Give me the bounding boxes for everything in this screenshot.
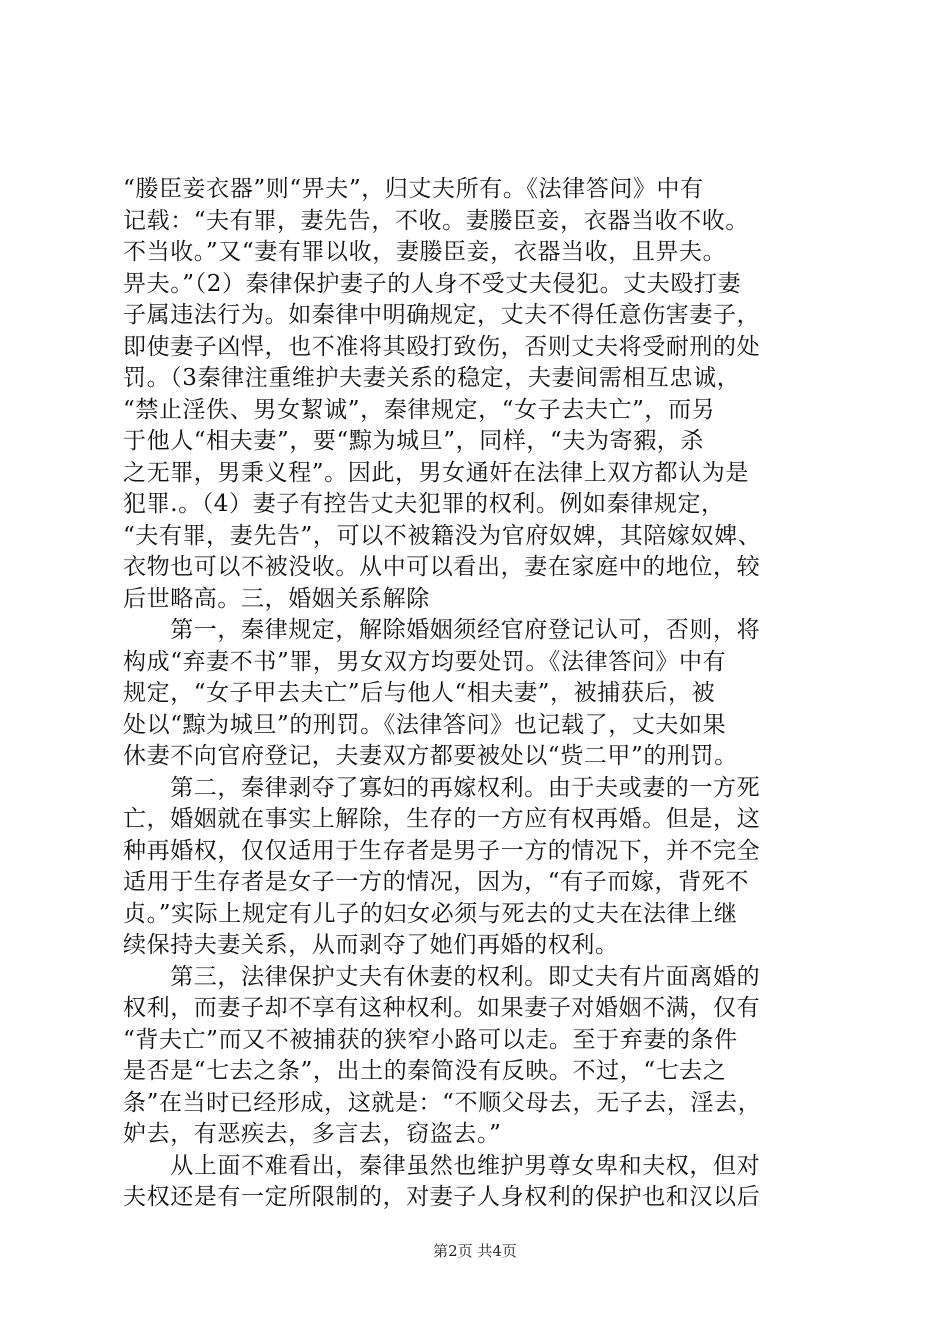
text-line: 构成“弃妻不书”罪，男女双方均要处罚。《法律答问》中有 <box>123 648 727 675</box>
text-line: 子属违法行为。如秦律中明确规定，丈夫不得任意伤害妻子， <box>123 302 761 328</box>
text-line: 之无罪，男秉义程”。因此，男女通奸在法律上双方都认为是 <box>123 459 749 486</box>
text-line: 第一，秦律规定，解除婚姻须经官府登记认可，否则，将 <box>123 617 761 643</box>
text-line: “禁止淫佚、男女絜诚”，秦律规定，“女子去夫亡”，而另 <box>123 396 716 423</box>
text-line: 规定，“女子甲去夫亡”后与他人“相夫妻”，被捕获后，被 <box>123 680 716 706</box>
text-line: 适用于生存者是女子一方的情况，因为，“有子而嫁，背死不 <box>123 869 749 895</box>
text-line: 休妻不向官府登记，夫妻双方都要被处以“赀二甲”的刑罚。 <box>123 743 738 769</box>
text-line: 第二，秦律剥夺了寡妇的再嫁权利。由于夫或妻的一方死 <box>123 774 761 801</box>
text-line: 贞。”实际上规定有儿子的妇女必须与死去的丈夫在法律上继 <box>123 900 738 927</box>
text-line: 从上面不难看出，秦律虽然也维护男尊女卑和夫权，但对 <box>123 1152 761 1179</box>
text-line: 种再婚权，仅仅适用于生存者是男子一方的情况下，并不完全 <box>123 837 761 864</box>
text-line: 不当收。”又“妻有罪以收，妻媵臣妾，衣器当收，且畀夫。 <box>123 239 727 265</box>
text-line: “媵臣妾衣器”则“畀夫”，归丈夫所有。《法律答问》中有 <box>123 176 704 202</box>
text-line: “夫有罪，妻先告”，可以不被籍没为官府奴婢，其陪嫁奴婢、 <box>123 522 762 549</box>
body-text <box>123 174 841 1214</box>
page-footer: 第2页 共4页 <box>433 1242 517 1260</box>
text-line: 畀夫。”（2）秦律保护妻子的人身不受丈夫侵犯。丈夫殴打妻 <box>123 270 742 297</box>
text-line: 衣物也可以不被没收。从中可以看出，妻在家庭中的地位，较 <box>123 554 761 580</box>
text-line: 记载：“夫有罪，妻先告，不收。妻媵臣妾，衣器当收不收。 <box>123 207 749 234</box>
text-line: 是否是“七去之条”，出土的秦简没有反映。不过，“七去之 <box>123 1058 727 1084</box>
text-line: 续保持夫妻关系，从而剥夺了她们再婚的权利。 <box>123 932 619 958</box>
text-line: 权利，而妻子却不享有这种权利。如果妻子对婚姻不满，仅有 <box>123 995 761 1021</box>
text-line: 第三，法律保护丈夫有休妻的权利。即丈夫有片面离婚的 <box>123 963 761 990</box>
text-line: 处以“黥为城旦”的刑罚。《法律答问》也记载了，丈夫如果 <box>123 711 727 738</box>
text-line: 犯罪.。（4）妻子有控告丈夫犯罪的权利。例如秦律规定， <box>123 491 725 517</box>
text-line: 即使妻子凶悍，也不准将其殴打致伤，否则丈夫将受耐刑的处 <box>123 333 761 360</box>
text-line: 妒去，有恶疾去，多言去，窃盗去。” <box>123 1121 502 1147</box>
text-line: 夫权还是有一定所限制的，对妻子人身权利的保护也和汉以后 <box>123 1184 761 1210</box>
text-line: 于他人“相夫妻”，要“黥为城旦”，同样，“夫为寄豭，杀 <box>123 428 704 454</box>
text-line: 后世略高。三，婚姻关系解除 <box>123 585 430 612</box>
text-line: 亡，婚姻就在事实上解除，生存的一方应有权再婚。但是，这 <box>123 806 761 832</box>
text-line: 条”在当时已经形成，这就是：“不顺父母去，无子去，淫去， <box>123 1089 762 1116</box>
text-line: “背夫亡”而又不被捕获的狭窄小路可以走。至于弃妻的条件 <box>123 1026 738 1053</box>
text-line: 罚。（3秦律注重维护夫妻关系的稳定，夫妻间需相互忠诚， <box>123 365 741 391</box>
